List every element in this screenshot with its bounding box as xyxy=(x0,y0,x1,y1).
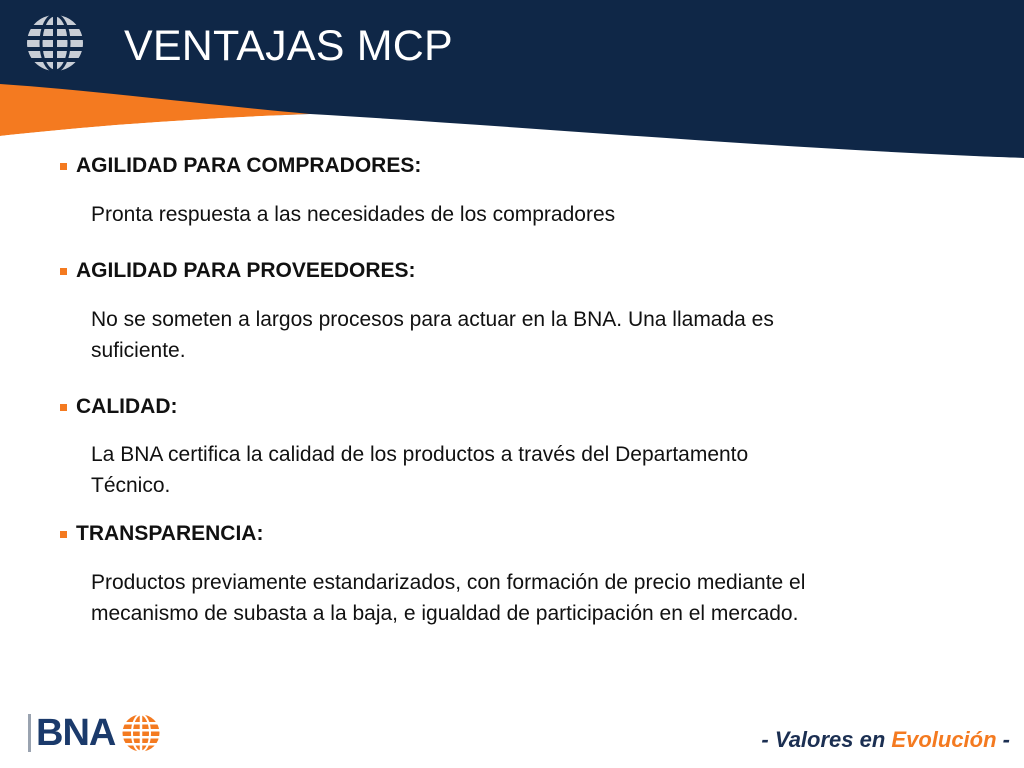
bullet-marker xyxy=(60,268,67,275)
bullet-heading-transparencia: TRANSPARENCIA: xyxy=(76,522,264,545)
tagline-part1: Valores en xyxy=(774,727,892,752)
bna-globe-icon xyxy=(122,714,160,752)
tagline-part2: Evolución xyxy=(891,727,997,752)
bullet-text-transparencia xyxy=(91,567,981,629)
text-line: No se someten a largos procesos para actuar en la BNA. Una llamada es xyxy=(91,308,774,331)
bullet-heading-calidad: CALIDAD: xyxy=(76,395,178,418)
tagline-dash-right: - xyxy=(996,727,1010,752)
page-title: VENTAJAS MCP xyxy=(124,22,453,70)
tagline xyxy=(761,726,1010,754)
bullet-marker xyxy=(60,404,67,411)
text-line: Pronta respuesta a las necesidades de los compradores xyxy=(91,203,616,226)
text-line: Técnico. xyxy=(91,474,171,497)
bullet-marker xyxy=(60,163,67,170)
text-line: mecanismo de subasta a la baja, e igualdad de participación en el mercado. xyxy=(91,602,799,625)
bullet-text-calidad xyxy=(91,439,981,501)
bna-logo: BNA xyxy=(36,712,116,754)
bullet-heading-compradores: AGILIDAD PARA COMPRADORES: xyxy=(76,154,422,177)
bullet-marker xyxy=(60,531,67,538)
text-line: La BNA certifica la calidad de los productos a través del Departamento xyxy=(91,443,749,466)
bullet-text-compradores xyxy=(91,199,981,230)
bullet-heading-proveedores: AGILIDAD PARA PROVEEDORES: xyxy=(76,259,416,282)
text-line: suficiente. xyxy=(91,339,186,362)
logo-divider xyxy=(28,714,31,752)
text-line: Productos previamente estandarizados, con formación de precio mediante el xyxy=(91,571,806,594)
tagline-dash-left: - xyxy=(761,727,775,752)
bullet-text-proveedores xyxy=(91,304,981,366)
globe-icon xyxy=(26,14,84,72)
